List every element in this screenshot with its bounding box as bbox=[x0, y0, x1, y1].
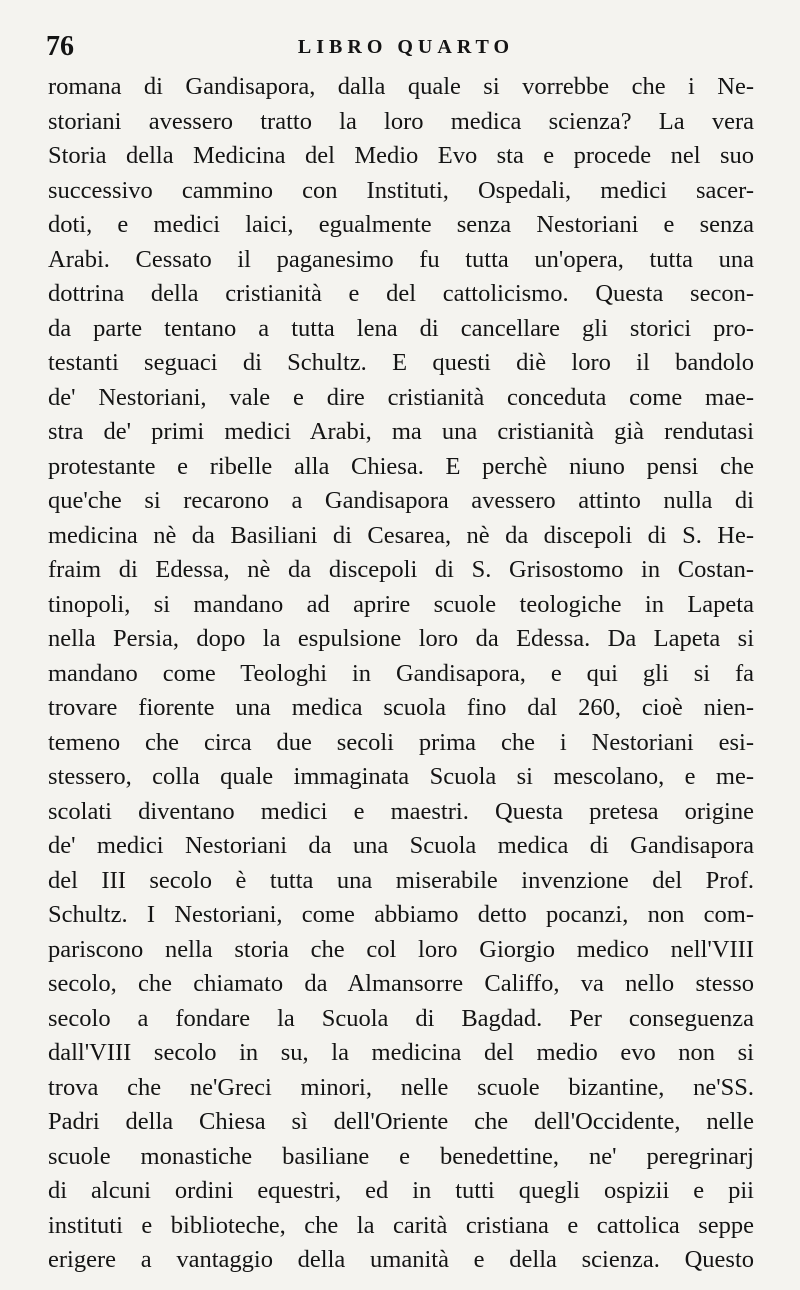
text-line: di alcuni ordini equestri, ed in tutti quegli ospizii e pii bbox=[48, 1177, 754, 1204]
text-line: stessero, colla quale immaginata Scuola si mescolano, e me- bbox=[48, 763, 754, 790]
text-line: tinopoli, si mandano ad aprire scuole teologiche in Lapeta bbox=[48, 590, 754, 618]
text-line: de' Nestoriani, vale e dire cristianità conceduta come mae- bbox=[48, 383, 754, 411]
page-number: 76 bbox=[46, 31, 74, 62]
text-line: testanti seguaci di Schultz. E questi diè loro il bandolo bbox=[48, 349, 754, 376]
text-line: storiani avessero tratto la loro medica scienza? La vera bbox=[48, 107, 754, 135]
running-title: LIBRO QUARTO bbox=[297, 36, 515, 58]
text-line: stra de' primi medici Arabi, ma una cristianità già rendutasi bbox=[48, 418, 754, 445]
text-line: scolati diventano medici e maestri. Questa pretesa origine bbox=[48, 797, 754, 825]
text-line: mandano come Teologhi in Gandisapora, e qui gli si fa bbox=[48, 659, 754, 687]
text-line: de' medici Nestoriani da una Scuola medica di Gandisapora bbox=[48, 832, 754, 859]
text-line: temeno che circa due secoli prima che i Nestoriani esi- bbox=[48, 728, 754, 756]
text-line: instituti e biblioteche, che la carità cristiana e cattolica seppe bbox=[48, 1211, 754, 1239]
text-line: que'che si recarono a Gandisapora avessero attinto nulla di bbox=[48, 487, 754, 514]
page-header bbox=[36, 30, 776, 64]
text-line: romana di Gandisapora, dalla quale si vorrebbe che i Ne- bbox=[48, 73, 754, 100]
text-line: medicina nè da Basiliani di Cesarea, nè da discepoli di S. He- bbox=[48, 521, 754, 549]
text-line: nella Persia, dopo la espulsione loro da Edessa. Da Lapeta si bbox=[48, 625, 754, 652]
text-line: scuole monastiche basiliane e benedettine, ne' peregrinarj bbox=[48, 1142, 754, 1170]
text-line: protestante e ribelle alla Chiesa. E perchè niuno pensi che bbox=[48, 452, 754, 480]
text-line: doti, e medici laici, egualmente senza Nestoriani e senza bbox=[48, 211, 754, 238]
text-line: Arabi. Cessato il paganesimo fu tutta un'opera, tutta una bbox=[48, 245, 754, 273]
text-line: da parte tentano a tutta lena di cancellare gli storici pro- bbox=[48, 314, 754, 342]
body-text bbox=[48, 70, 754, 1278]
text-line: del III secolo è tutta una miserabile invenzione del Prof. bbox=[48, 866, 754, 894]
text-line: dall'VIII secolo in su, la medicina del medio evo non si bbox=[48, 1039, 754, 1066]
text-line: Storia della Medicina del Medio Evo sta e procede nel suo bbox=[48, 142, 754, 169]
text-line: secolo a fondare la Scuola di Bagdad. Per conseguenza bbox=[48, 1004, 754, 1032]
text-line: erigere a vantaggio della umanità e della scienza. Questo bbox=[48, 1246, 754, 1273]
text-line: secolo, che chiamato da Almansorre Califfo, va nello stesso bbox=[48, 970, 754, 997]
text-line: fraim di Edessa, nè da discepoli di S. Grisostomo in Costan- bbox=[48, 556, 754, 583]
text-line: dottrina della cristianità e del cattolicismo. Questa secon- bbox=[48, 280, 754, 307]
text-line: trovare fiorente una medica scuola fino dal 260, cioè nien- bbox=[48, 694, 754, 721]
text-line: successivo cammino con Instituti, Ospedali, medici sacer- bbox=[48, 176, 754, 204]
text-line: trova che ne'Greci minori, nelle scuole bizantine, ne'SS. bbox=[48, 1073, 754, 1101]
text-line: pariscono nella storia che col loro Giorgio medico nell'VIII bbox=[48, 935, 754, 963]
text-line: Padri della Chiesa sì dell'Oriente che dell'Occidente, nelle bbox=[48, 1108, 754, 1135]
text-line: Schultz. I Nestoriani, come abbiamo detto pocanzi, non com- bbox=[48, 901, 754, 928]
